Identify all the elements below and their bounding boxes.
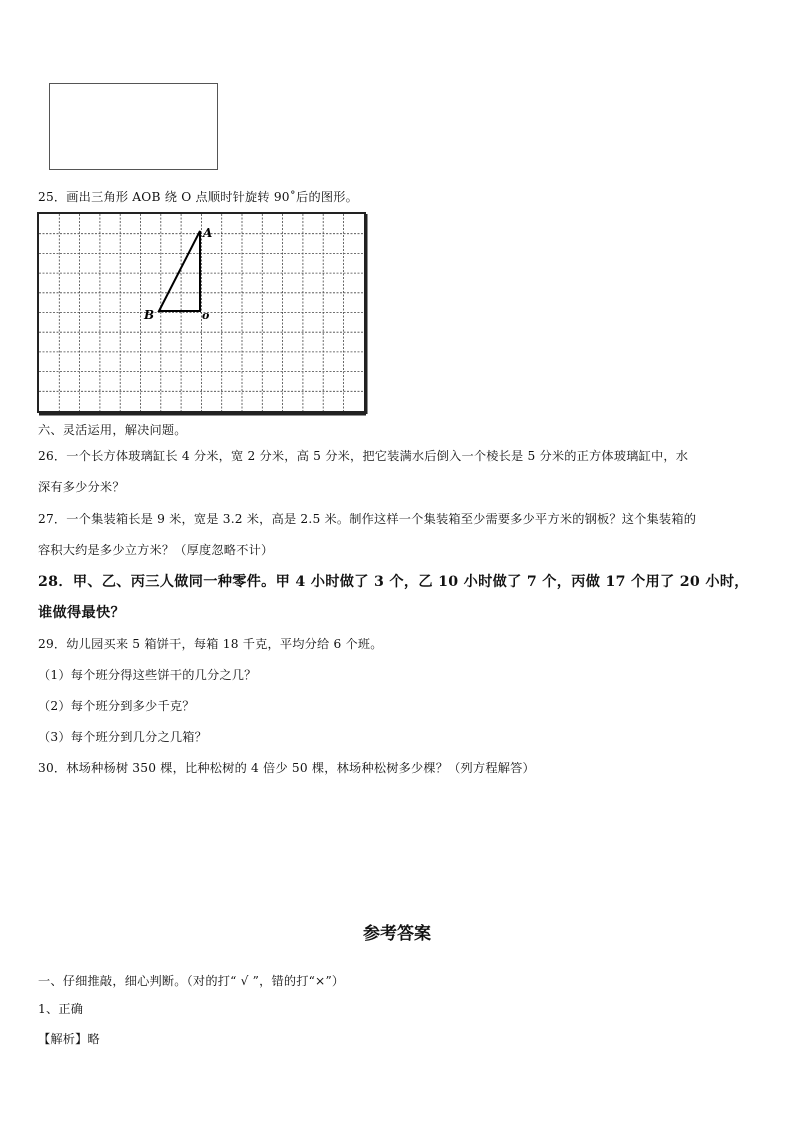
question-28-line1: 28．甲、乙、丙三人做同一种零件。甲 4 小时做了 3 个，乙 10 小时做了 7 个，丙做 17 个用了 20 小时，	[38, 574, 749, 590]
label-O: o	[202, 309, 210, 322]
question-29-sub1: （1）每个班分得这些饼干的几分之几？	[38, 668, 257, 682]
grid-figure	[37, 212, 369, 416]
triangle-AOB	[159, 231, 200, 311]
question-30: 30．林场种杨树 350 棵，比种松树的 4 倍少 50 棵，林场种松树多少棵？（列方程解答）	[38, 761, 535, 775]
label-B: B	[144, 308, 155, 322]
label-A: A	[203, 226, 213, 240]
question-29-stem: 29．幼儿园买来 5 箱饼干，每箱 18 千克，平均分给 6 个班。	[38, 637, 383, 651]
question-29-sub3: （3）每个班分到几分之几箱？	[38, 730, 207, 744]
answer-analysis: 【解析】略	[38, 1032, 100, 1046]
section-6-heading: 六、灵活运用，解决问题。	[38, 423, 187, 437]
question-28-line2: 谁做得最快？	[38, 605, 125, 621]
question-26-line2: 深有多少分米？	[38, 480, 125, 494]
answers-title: 参考答案	[363, 924, 431, 944]
question-27-line1: 27．一个集装箱长是 9 米，宽是 3.2 米，高是 2.5 米。制作这样一个集装箱至少需要多少平方米的钢板？这个集装箱的	[38, 512, 697, 526]
grid-svg	[37, 212, 369, 416]
drawing-box	[49, 83, 218, 170]
question-29-sub2: （2）每个班分到多少千克？	[38, 699, 195, 713]
question-27-line2: 容积大约是多少立方米？（厚度忽略不计）	[38, 543, 274, 557]
answer-item-1: 1、正确	[38, 1002, 84, 1016]
question-25: 25．画出三角形 AOB 绕 O 点顺时针旋转 90˚后的图形。	[38, 190, 358, 204]
answers-section-1: 一、仔细推敲，细心判断。（对的打“ √ ”，错的打“×”）	[38, 974, 345, 988]
question-26-line1: 26．一个长方体玻璃缸长 4 分米，宽 2 分米，高 5 分米，把它装满水后倒入一个棱长是 5 分米的正方体玻璃缸中，水	[38, 449, 689, 463]
